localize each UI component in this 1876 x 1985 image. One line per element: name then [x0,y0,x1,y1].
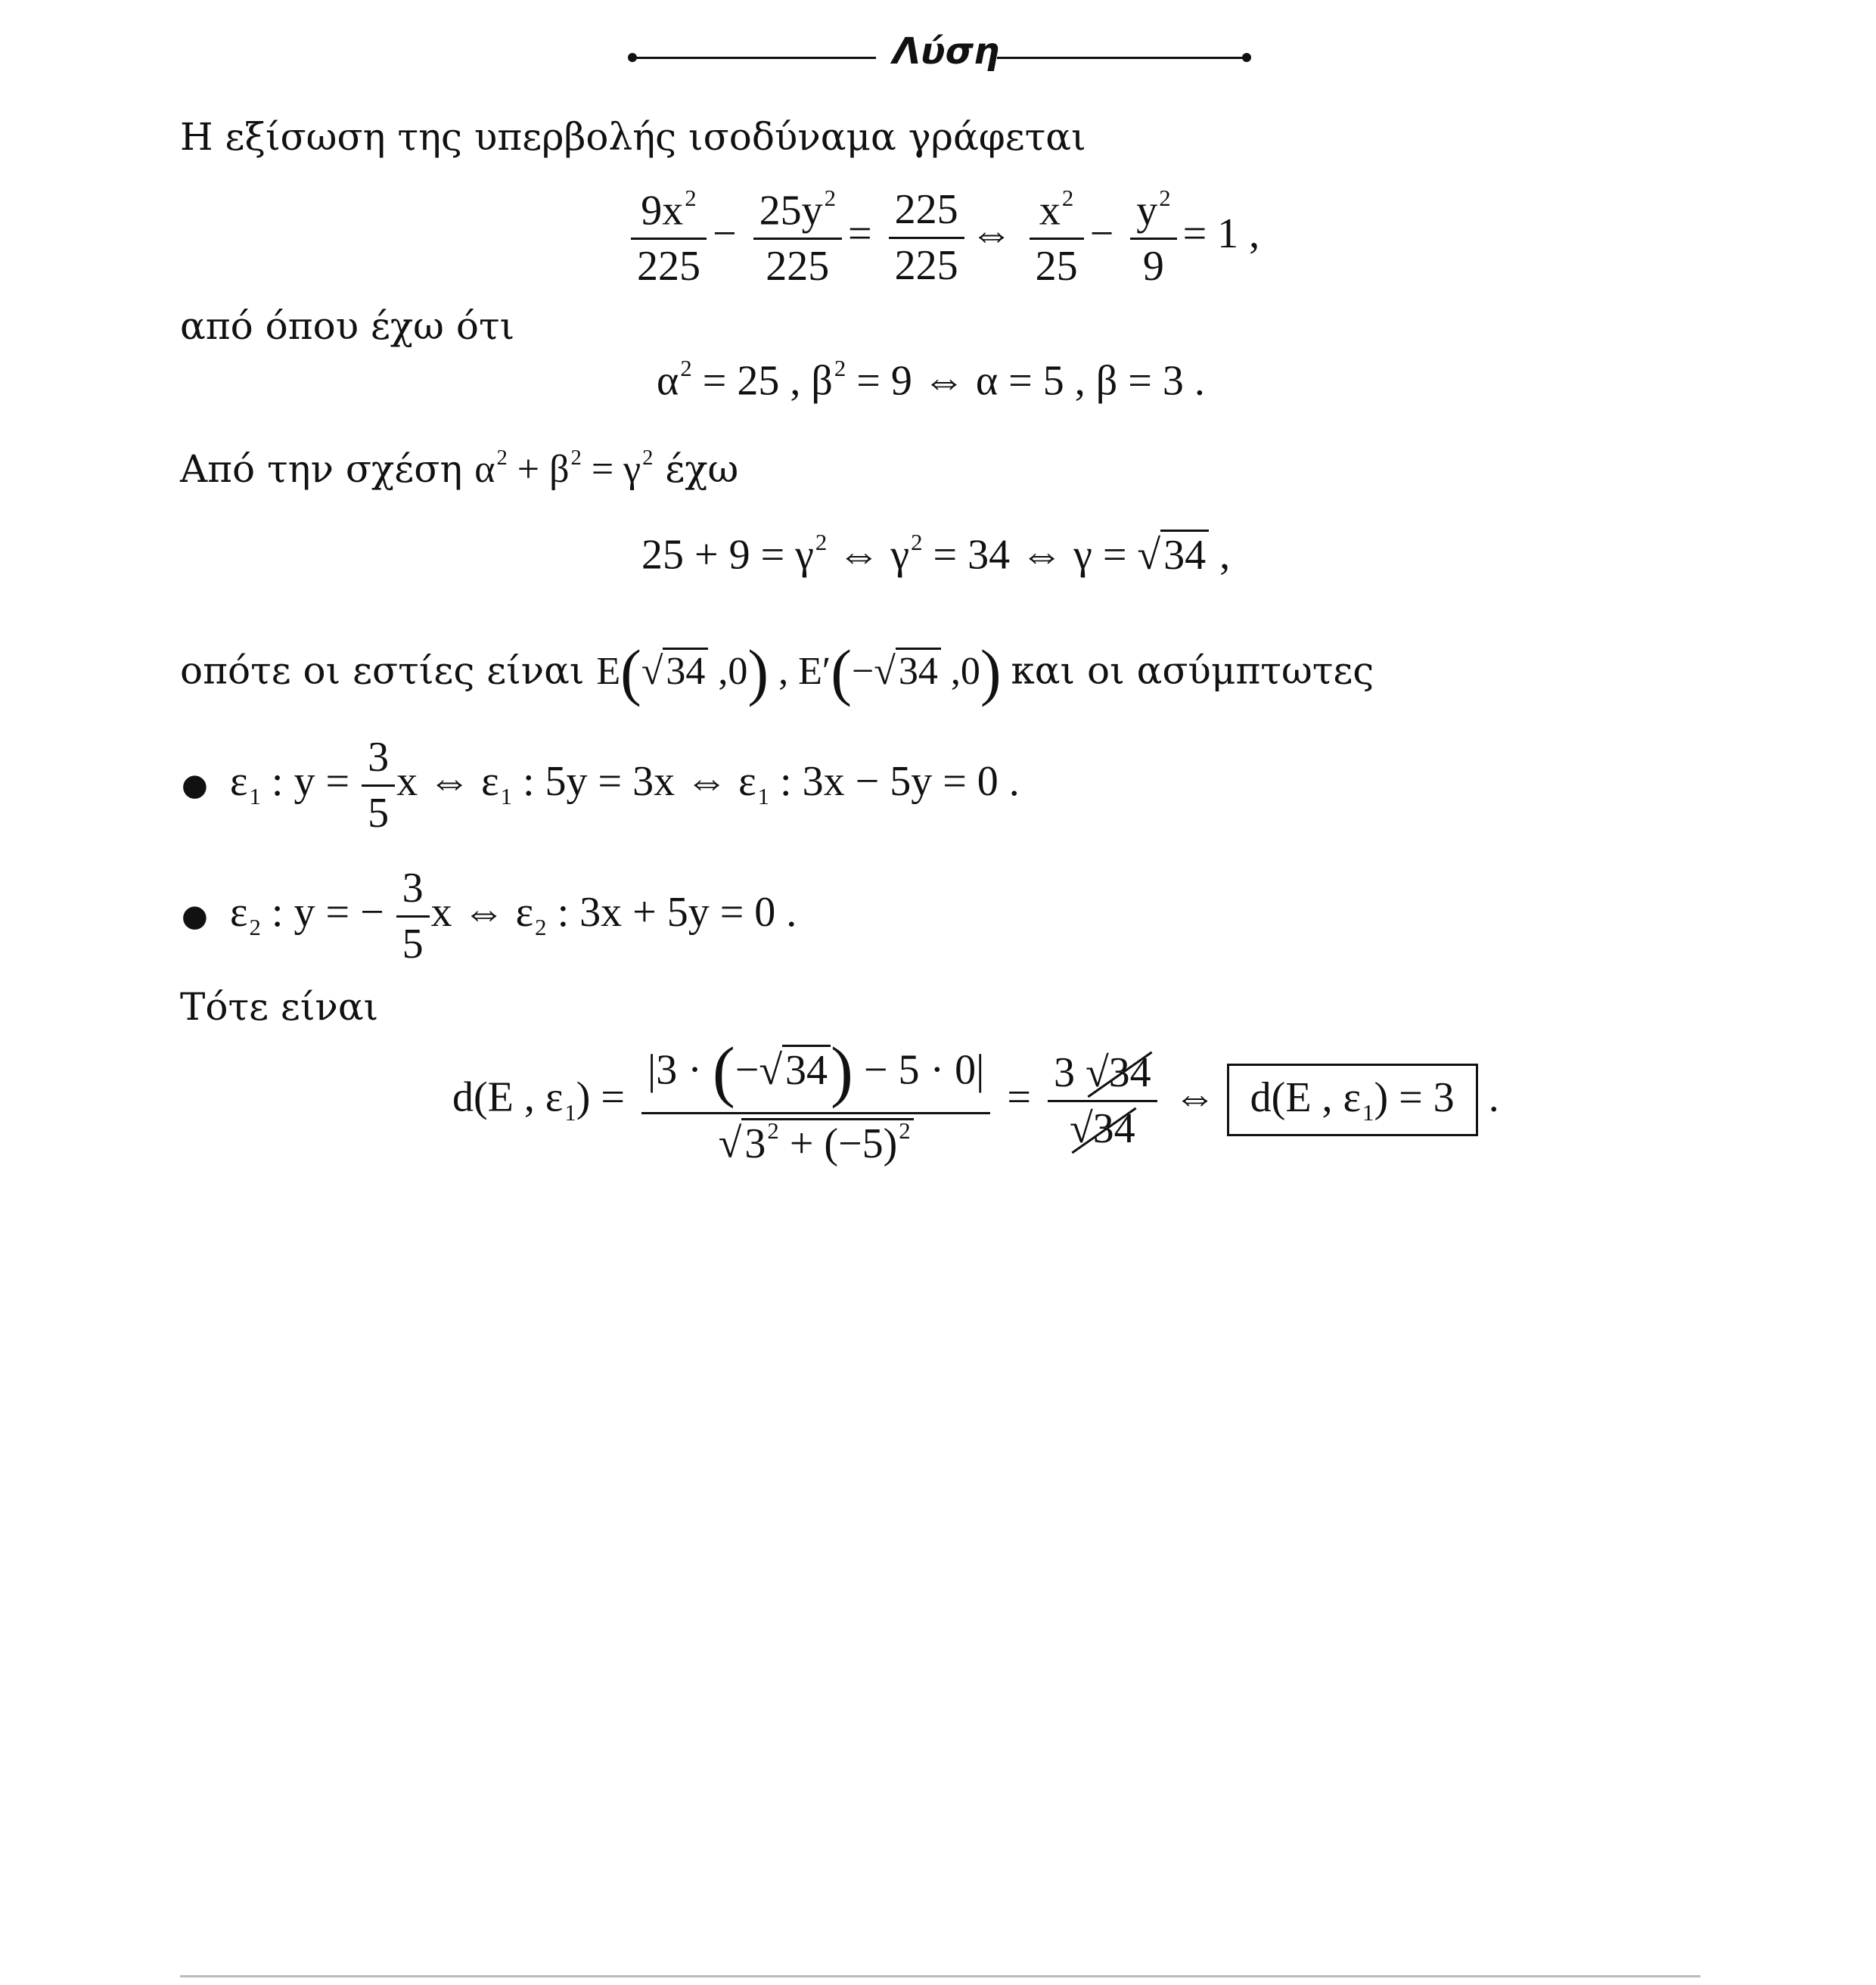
equation-alpha-beta: $\alpha^2 = 25$ , $\beta^2 = 9$ ⇔ α = 5 , β = 3 . [657,356,1205,405]
relation-formula: $\alpha^2 + \beta^2 = \gamma^2$ [474,446,654,491]
footer-rule [180,1975,1701,1977]
equation-distance: d(E , $\varepsilon_1$) = $\frac{|3 \cdot (-√34) - 5 \cdot 0|}{√3^2 + (-5)^2}$ = $\frac{3 √34}{√34}$ ⇔ d(E , $\varepsilon_1) = 3$ . [452,1034,1499,1167]
paragraph-intro: Η εξίσωση της υπερβολής ισοδύναμα γράφεται [180,115,1086,159]
paragraph-foci-pre: οπότε οι εστίες είναι [180,648,585,693]
paragraph-foci [180,635,1374,708]
asymptote-2-formula: $\varepsilon_2$ : y = − $\frac{3}{5}$ x ⇔ $\varepsilon_2$ : 3x + 5y = 0 . [230,865,797,968]
foci-formula: E(√34 ,0) , E′(−√34 ,0) [596,637,1002,707]
bullet-dot: ● [182,899,208,934]
paragraph-from-where: από όπου έχω ότι [180,304,515,348]
header-right-rule [997,57,1247,59]
header-left-rule [632,57,876,59]
equation-gamma: $25 + 9 = \gamma^2$ ⇔ $\gamma^2 = 34$ ⇔ γ = √34 , [641,530,1231,579]
header-right-dot [1242,53,1251,62]
header-title: Λύση [893,30,1000,73]
equation-hyperbola: $\frac{9x^2}{225}$ − $\frac{25y^2}{225}$ = $\frac{225}{225}$ ⇔ $\frac{x^2}{25}$ − $\frac{y^2}{9}$ = 1 , [625,186,1259,289]
paragraph-relation [180,446,738,492]
bullet-asymptote-1 [182,735,1020,836]
paragraph-then: Τότε είναι [180,985,379,1029]
paragraph-relation-post: έχω [665,446,739,491]
paragraph-foci-post: και οι ασύμπτωτες [1011,648,1374,693]
paragraph-relation-pre: Από την σχέση [180,446,463,491]
bullet-asymptote-2 [182,866,797,967]
result-box: d(E , $\varepsilon_1) = 3$ [1227,1064,1478,1136]
bullet-dot: ● [182,768,208,803]
asymptote-1-formula: $\varepsilon_1$ : y = $\frac{3}{5}$ x ⇔ $\varepsilon_1$ : 5y = 3x ⇔ $\varepsilon_1$ : 3x − 5y = 0 . [230,734,1020,837]
sqrt-34: √34 [1137,531,1209,579]
